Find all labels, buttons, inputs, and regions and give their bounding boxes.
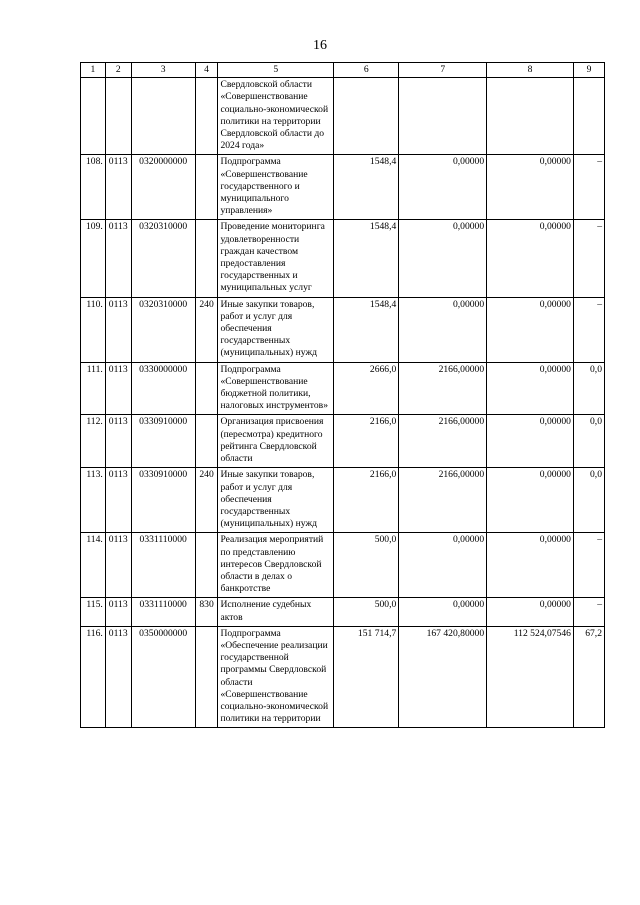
amount-cell: 2166,00000 bbox=[399, 362, 487, 415]
amount-cell: 2666,0 bbox=[334, 362, 399, 415]
percent-cell: – bbox=[573, 220, 604, 297]
budget-table bbox=[80, 62, 605, 728]
amount-cell: 2166,0 bbox=[334, 468, 399, 533]
table-row bbox=[81, 78, 605, 155]
section-code-cell: 0113 bbox=[105, 626, 131, 728]
amount-cell: 500,0 bbox=[334, 533, 399, 598]
item-name-cell: Проведение мониторинга удовлетворенности граждан качеством предоставления государственных и муниципальных услуг bbox=[218, 220, 334, 297]
expense-kind-cell bbox=[195, 362, 218, 415]
item-name-cell: Организация присвоения (пересмотра) кредитного рейтинга Свердловской области bbox=[218, 415, 334, 468]
amount-cell: 0,00000 bbox=[487, 415, 574, 468]
amount-cell: 0,00000 bbox=[487, 362, 574, 415]
section-code-cell: 0113 bbox=[105, 415, 131, 468]
amount-cell: 0,00000 bbox=[399, 598, 487, 626]
table-row bbox=[81, 297, 605, 362]
table-row bbox=[81, 598, 605, 626]
amount-cell: 1548,4 bbox=[334, 155, 399, 220]
amount-cell: 2166,0 bbox=[334, 415, 399, 468]
expense-kind-cell bbox=[195, 155, 218, 220]
amount-cell: 112 524,07546 bbox=[487, 626, 574, 728]
item-name-cell: Реализация мероприятий по представлению интересов Свердловской области в делах о банкротстве bbox=[218, 533, 334, 598]
target-code-cell: 0350000000 bbox=[131, 626, 195, 728]
row-number-cell bbox=[81, 78, 106, 155]
amount-cell: 151 714,7 bbox=[334, 626, 399, 728]
section-code-cell: 0113 bbox=[105, 297, 131, 362]
amount-cell: 0,00000 bbox=[487, 220, 574, 297]
amount-cell: 0,00000 bbox=[487, 297, 574, 362]
section-code-cell bbox=[105, 78, 131, 155]
expense-kind-cell bbox=[195, 220, 218, 297]
row-number-cell: 111. bbox=[81, 362, 106, 415]
percent-cell: – bbox=[573, 533, 604, 598]
table-row bbox=[81, 220, 605, 297]
amount-cell: 0,00000 bbox=[487, 533, 574, 598]
amount-cell: 0,00000 bbox=[399, 297, 487, 362]
section-code-cell: 0113 bbox=[105, 220, 131, 297]
percent-cell: – bbox=[573, 155, 604, 220]
row-number-cell: 110. bbox=[81, 297, 106, 362]
row-number-cell: 108. bbox=[81, 155, 106, 220]
expense-kind-cell bbox=[195, 626, 218, 728]
target-code-cell: 0330000000 bbox=[131, 362, 195, 415]
amount-cell bbox=[399, 78, 487, 155]
section-code-cell: 0113 bbox=[105, 598, 131, 626]
amount-cell: 1548,4 bbox=[334, 297, 399, 362]
target-code-cell: 0320000000 bbox=[131, 155, 195, 220]
expense-kind-cell: 240 bbox=[195, 468, 218, 533]
table-row bbox=[81, 533, 605, 598]
row-number-cell: 115. bbox=[81, 598, 106, 626]
amount-cell bbox=[487, 78, 574, 155]
table-row bbox=[81, 362, 605, 415]
row-number-cell: 109. bbox=[81, 220, 106, 297]
row-number-cell: 114. bbox=[81, 533, 106, 598]
percent-cell: – bbox=[573, 297, 604, 362]
expense-kind-cell: 830 bbox=[195, 598, 218, 626]
item-name-cell: Подпрограмма «Совершенствование бюджетной политики, налоговых инструментов» bbox=[218, 362, 334, 415]
table-row bbox=[81, 415, 605, 468]
amount-cell: 0,00000 bbox=[487, 468, 574, 533]
column-header: 5 bbox=[218, 63, 334, 78]
target-code-cell: 0330910000 bbox=[131, 415, 195, 468]
column-header: 4 bbox=[195, 63, 218, 78]
item-name-cell: Исполнение судебных актов bbox=[218, 598, 334, 626]
column-number-row bbox=[81, 63, 605, 78]
amount-cell bbox=[334, 78, 399, 155]
amount-cell: 500,0 bbox=[334, 598, 399, 626]
item-name-cell: Свердловской области «Совершенствование социально-экономической политики на территории Свердловской области до 2024 года» bbox=[218, 78, 334, 155]
amount-cell: 0,00000 bbox=[399, 155, 487, 220]
column-header: 2 bbox=[105, 63, 131, 78]
amount-cell: 167 420,80000 bbox=[399, 626, 487, 728]
section-code-cell: 0113 bbox=[105, 468, 131, 533]
row-number-cell: 112. bbox=[81, 415, 106, 468]
section-code-cell: 0113 bbox=[105, 533, 131, 598]
amount-cell: 2166,00000 bbox=[399, 468, 487, 533]
table-body bbox=[81, 78, 605, 728]
item-name-cell: Подпрограмма «Совершенствование государственного и муниципального управления» bbox=[218, 155, 334, 220]
column-header: 8 bbox=[487, 63, 574, 78]
column-header: 9 bbox=[573, 63, 604, 78]
column-header: 6 bbox=[334, 63, 399, 78]
target-code-cell: 0320310000 bbox=[131, 297, 195, 362]
page-number: 16 bbox=[313, 38, 327, 53]
item-name-cell: Иные закупки товаров, работ и услуг для обеспечения государственных (муниципальных) нужд bbox=[218, 297, 334, 362]
row-number-cell: 116. bbox=[81, 626, 106, 728]
target-code-cell: 0331110000 bbox=[131, 598, 195, 626]
column-header: 3 bbox=[131, 63, 195, 78]
expense-kind-cell bbox=[195, 78, 218, 155]
target-code-cell: 0331110000 bbox=[131, 533, 195, 598]
target-code-cell: 0330910000 bbox=[131, 468, 195, 533]
item-name-cell: Иные закупки товаров, работ и услуг для обеспечения государственных (муниципальных) нужд bbox=[218, 468, 334, 533]
table-row bbox=[81, 155, 605, 220]
table-row bbox=[81, 468, 605, 533]
column-header: 1 bbox=[81, 63, 106, 78]
item-name-cell: Подпрограмма «Обеспечение реализации государственной программы Свердловской области «Совершенствование социально-экономической политики на территории bbox=[218, 626, 334, 728]
row-number-cell: 113. bbox=[81, 468, 106, 533]
amount-cell: 2166,00000 bbox=[399, 415, 487, 468]
column-header: 7 bbox=[399, 63, 487, 78]
amount-cell: 0,00000 bbox=[399, 220, 487, 297]
table-row bbox=[81, 626, 605, 728]
percent-cell: 67,2 bbox=[573, 626, 604, 728]
expense-kind-cell bbox=[195, 533, 218, 598]
expense-kind-cell bbox=[195, 415, 218, 468]
percent-cell: 0,0 bbox=[573, 362, 604, 415]
target-code-cell bbox=[131, 78, 195, 155]
percent-cell: 0,0 bbox=[573, 468, 604, 533]
target-code-cell: 0320310000 bbox=[131, 220, 195, 297]
percent-cell bbox=[573, 78, 604, 155]
percent-cell: – bbox=[573, 598, 604, 626]
amount-cell: 0,00000 bbox=[487, 155, 574, 220]
section-code-cell: 0113 bbox=[105, 155, 131, 220]
amount-cell: 1548,4 bbox=[334, 220, 399, 297]
section-code-cell: 0113 bbox=[105, 362, 131, 415]
percent-cell: 0,0 bbox=[573, 415, 604, 468]
expense-kind-cell: 240 bbox=[195, 297, 218, 362]
amount-cell: 0,00000 bbox=[399, 533, 487, 598]
amount-cell: 0,00000 bbox=[487, 598, 574, 626]
